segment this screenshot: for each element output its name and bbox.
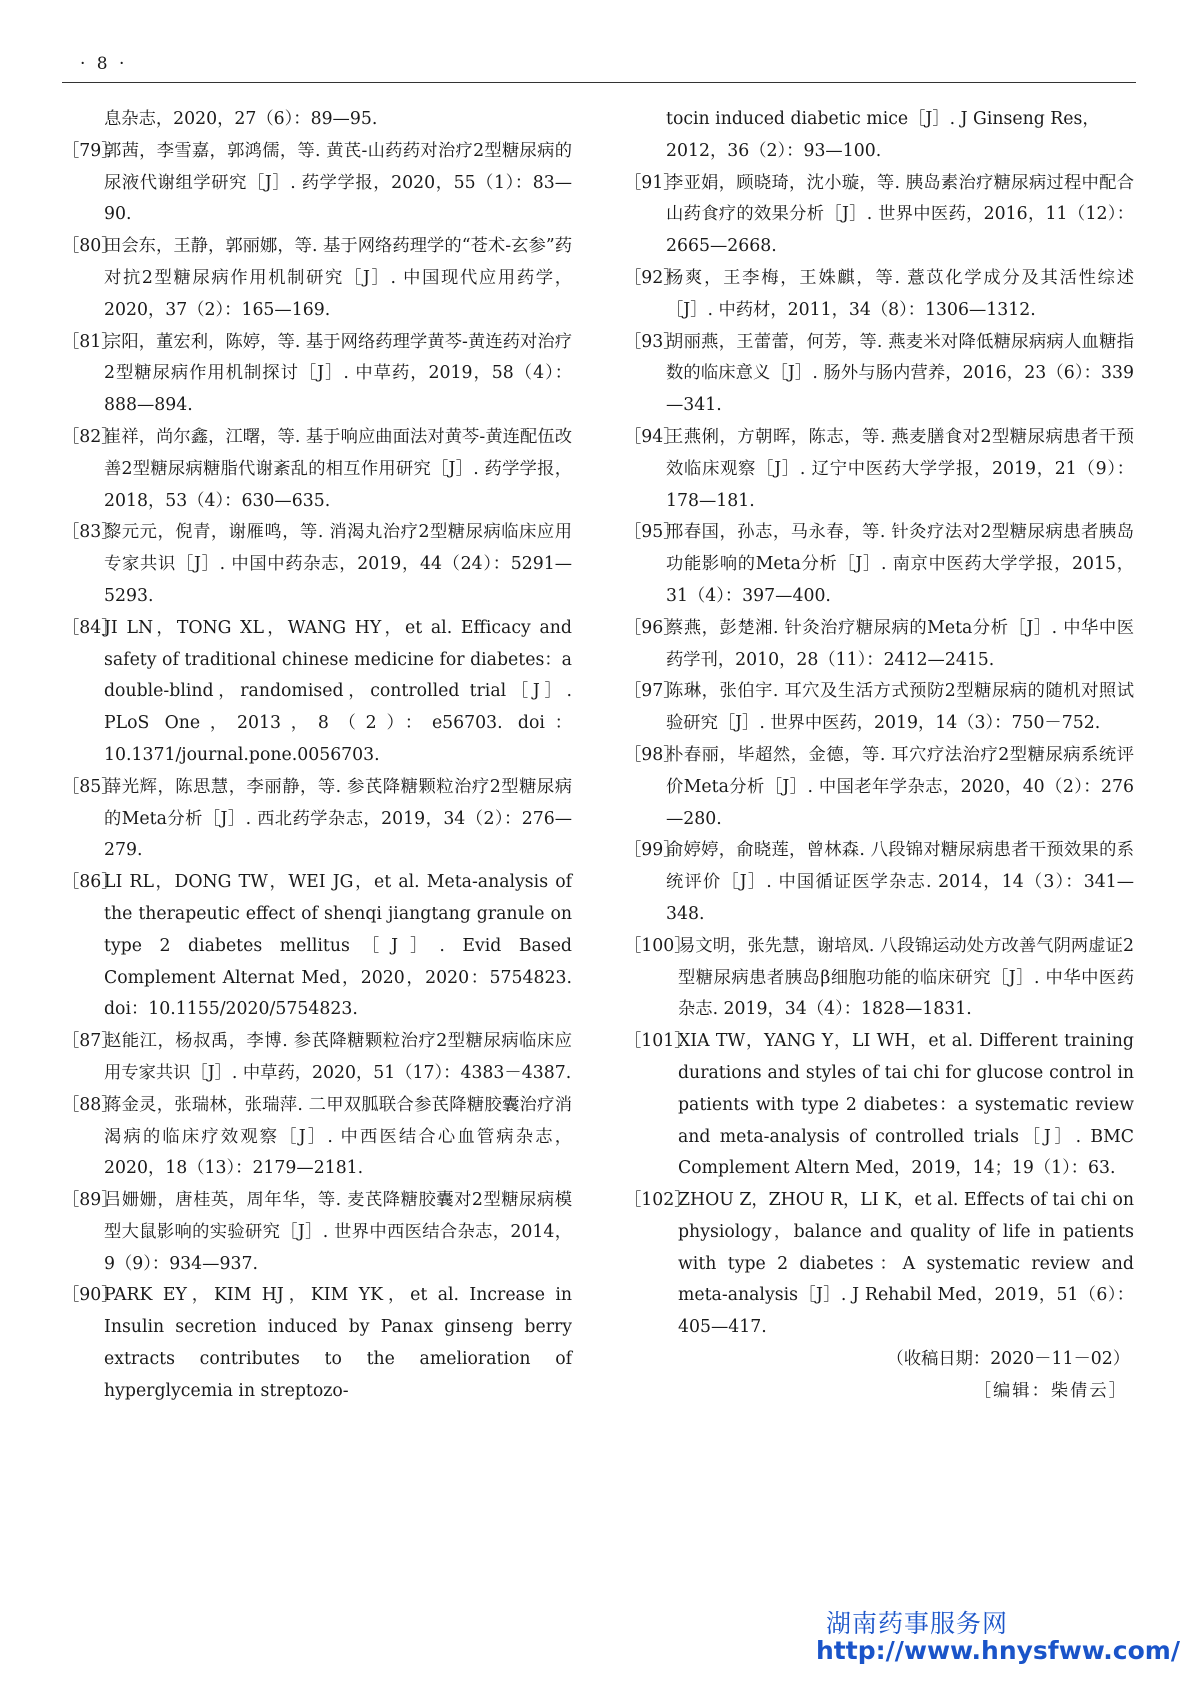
- reference-item: [624, 835, 1134, 930]
- reference-number: ［79］: [62, 140, 119, 161]
- watermark-site-name: 湖南药事服务网: [826, 1609, 1009, 1638]
- reference-text: 李亚娟，顾晓琦，沈小璇，等. 胰岛素治疗糖尿病过程中配合山药食疗的效果分析［J］. 世界中医药，2016，11（12）：2665—2668.: [666, 172, 1134, 257]
- reference-number: ［91］: [624, 172, 681, 193]
- reference-number: ［92］: [624, 267, 681, 288]
- reference-item: [62, 613, 572, 772]
- reference-text: 吕姗姗，唐桂英，周年华，等. 麦芪降糖胶囊对2型糖尿病模型大鼠影响的实验研究［J］. 世界中西医结合杂志，2014，9（9）：934—937.: [104, 1190, 572, 1274]
- reference-item: [624, 422, 1134, 517]
- reference-number: ［93］: [624, 331, 681, 352]
- reference-number: ［89］: [62, 1190, 119, 1211]
- reference-item: [62, 867, 572, 1026]
- reference-number: ［83］: [62, 522, 119, 543]
- reference-number: ［102］: [624, 1190, 692, 1211]
- reference-text: 杨爽，王李梅，王姝麒，等. 薏苡化学成分及其活性综述［J］. 中药材，2011，34（8）：1306—1312.: [666, 267, 1134, 320]
- reference-number: ［81］: [62, 331, 119, 352]
- reference-text: ZHOU Z，ZHOU R，LI K，et al. Effects of tai chi on physiology，balance and quality of life in patients with type 2 diabetes：A systematic review and meta-analysis［J］. J Rehabil Med，2019，51（6）：405—417.: [678, 1190, 1134, 1338]
- reference-number: ［90］: [62, 1285, 119, 1306]
- reference-text: 易文明，张先慧，谢培凤. 八段锦运动处方改善气阴两虚证2型糖尿病患者胰岛β细胞功能的临床研究［J］. 中华中医药杂志. 2019，34（4）：1828—1831.: [678, 935, 1134, 1020]
- reference-number: ［88］: [62, 1094, 119, 1115]
- reference-item: [624, 517, 1134, 612]
- page-header: [62, 54, 1136, 83]
- reference-item: [62, 422, 572, 517]
- reference-text: 黎元元，倪青，谢雁鸣，等. 消渴丸治疗2型糖尿病临床应用专家共识［J］. 中国中药杂志，2019，44（24）：5291—5293.: [104, 522, 572, 606]
- right-column: [624, 104, 1134, 1408]
- reference-number: ［97］: [624, 681, 681, 702]
- reference-item: [62, 1090, 572, 1185]
- reference-item: [62, 136, 572, 231]
- reference-number: ［82］: [62, 426, 119, 447]
- reference-number: ［80］: [62, 236, 119, 257]
- reference-item: [624, 931, 1134, 1026]
- reference-item: [62, 231, 572, 326]
- reference-text: XIA TW，YANG Y，LI WH，et al. Different training durations and styles of tai chi for glucose control in patients with type 2 diabetes：a systematic review and meta-analysis of controlled trials［J］. BMC Complement Altern Med，2019，14；19（1）：63.: [678, 1031, 1134, 1179]
- reference-text: 宗阳，董宏利，陈婷，等. 基于网络药理学黄芩-黄连药对治疗2型糖尿病作用机制探讨［J］. 中草药，2019，58（4）：888—894.: [104, 331, 572, 416]
- reference-item: [62, 1280, 572, 1407]
- reference-text: PARK EY，KIM HJ，KIM YK，et al. Increase in Insulin secretion induced by Panax ginseng berry extracts contributes to the amelioration of hyperglycemia in streptozo-: [104, 1285, 572, 1401]
- watermark-url[interactable]: http://www.hnysfww.com/: [816, 1636, 1180, 1665]
- reference-item: [624, 676, 1134, 740]
- reference-item: [624, 740, 1134, 835]
- reference-list-left: [62, 136, 572, 1408]
- reference-item: [624, 1026, 1134, 1185]
- reference-number: ［87］: [62, 1031, 119, 1052]
- reference-number: ［95］: [624, 522, 681, 543]
- reference-text: LI RL，DONG TW，WEI JG，et al. Meta-analysis of the therapeutic effect of shenqi jiangtang granule on type 2 diabetes mellitus［J］. Evid Based Complement Alternat Med，2020，2020：5754823. doi：10.1155/2020/5754823.: [104, 872, 572, 1020]
- reference-text: JI LN，TONG XL，WANG HY，et al. Efficacy and safety of traditional chinese medicine for diabetes：a double-blind，randomised，controlled trial［J］. PLoS One，2013，8（2）：e56703. doi：10.1371/journal.pone.0056703.: [104, 617, 572, 765]
- reference-number: ［86］: [62, 872, 119, 893]
- reference-item: [624, 263, 1134, 327]
- reference-text: 田会东，王静，郭丽娜，等. 基于网络药理学的“苍术-玄参”药对抗2型糖尿病作用机制研究［J］. 中国现代应用药学，2020，37（2）：165—169.: [104, 236, 572, 320]
- reference-item: [624, 168, 1134, 263]
- reference-text: 蒋金灵，张瑞林，张瑞萍. 二甲双胍联合参芪降糖胶囊治疗消渴病的临床疗效观察［J］. 中西医结合心血管病杂志，2020，18（13）：2179—2181.: [104, 1094, 572, 1179]
- reference-item: [624, 613, 1134, 677]
- reference-number: ［98］: [624, 744, 681, 765]
- reference-number: ［85］: [62, 776, 119, 797]
- reference-number: ［84］: [62, 617, 119, 638]
- reference-text: 俞婷婷，俞晓莲，曾林森. 八段锦对糖尿病患者干预效果的系统评价［J］. 中国循证医学杂志. 2014，14（3）：341—348.: [666, 840, 1134, 924]
- reference-item: [62, 1185, 572, 1280]
- reference-text: 薛光辉，陈思慧，李丽静，等. 参芪降糖颗粒治疗2型糖尿病的Meta分析［J］. 西北药学杂志，2019，34（2）：276—279.: [104, 776, 572, 861]
- reference-text: 朴春丽，毕超然，金德，等. 耳穴疗法治疗2型糖尿病系统评价Meta分析［J］. 中国老年学杂志，2020，40（2）：276—280.: [666, 744, 1134, 829]
- received-date: （收稿日期：2020－11－02）: [886, 1349, 1130, 1370]
- editor-credit: ［编辑：柴倩云］: [973, 1380, 1128, 1401]
- reference-number: ［99］: [624, 840, 681, 861]
- reference-number: ［94］: [624, 426, 681, 447]
- page-number: · 8 ·: [80, 54, 128, 74]
- continuation-text: tocin induced diabetic mice［J］. J Ginseng Res，2012，36（2）：93—100.: [666, 109, 1100, 161]
- reference-item: [62, 1026, 572, 1090]
- reference-text: 胡丽燕，王蕾蕾，何芳，等. 燕麦米对降低糖尿病病人血糖指数的临床意义［J］. 肠外与肠内营养，2016，23（6）：339—341.: [666, 331, 1134, 416]
- reference-text: 陈琳，张伯宇. 耳穴及生活方式预防2型糖尿病的随机对照试验研究［J］. 世界中医药，2019，14（3）：750－752.: [666, 681, 1134, 734]
- left-column: [62, 104, 572, 1408]
- reference-item: [62, 772, 572, 867]
- reference-number: ［101］: [624, 1031, 692, 1052]
- reference-text: 邢春国，孙志，马永春，等. 针灸疗法对2型糖尿病患者胰岛功能影响的Meta分析［J］. 南京中医药大学学报，2015，31（4）：397—400.: [666, 522, 1134, 606]
- reference-text: 蔡燕，彭楚湘. 针灸治疗糖尿病的Meta分析［J］. 中华中医药学刊，2010，28（11）：2412—2415.: [666, 617, 1134, 670]
- reference-text: 王燕俐，方朝晖，陈志，等. 燕麦膳食对2型糖尿病患者干预效临床观察［J］. 辽宁中医药大学学报，2019，21（9）：178—181.: [666, 426, 1134, 511]
- reference-item: [62, 517, 572, 612]
- reference-text: 赵能江，杨叔禹，李博. 参芪降糖颗粒治疗2型糖尿病临床应用专家共识［J］. 中草药，2020，51（17）：4383－4387.: [104, 1031, 572, 1083]
- reference-number: ［96］: [624, 617, 681, 638]
- reference-item: [62, 327, 572, 422]
- reference-list-right: [624, 168, 1134, 1344]
- reference-item: [624, 327, 1134, 422]
- reference-item: [624, 1185, 1134, 1344]
- reference-number: ［100］: [624, 935, 692, 956]
- reference-text: 崔祥，尚尔鑫，江曙，等. 基于响应曲面法对黄芩-黄连配伍改善2型糖尿病糖脂代谢紊乱的相互作用研究［J］. 药学学报，2018，53（4）：630—635.: [104, 426, 572, 511]
- continuation-text: 息杂志，2020，27（6）：89—95.: [104, 109, 378, 129]
- reference-text: 郭茜，李雪嘉，郭鸿儒，等. 黄芪-山药药对治疗2型糖尿病的尿液代谢组学研究［J］. 药学学报，2020，55（1）：83—90.: [104, 140, 572, 225]
